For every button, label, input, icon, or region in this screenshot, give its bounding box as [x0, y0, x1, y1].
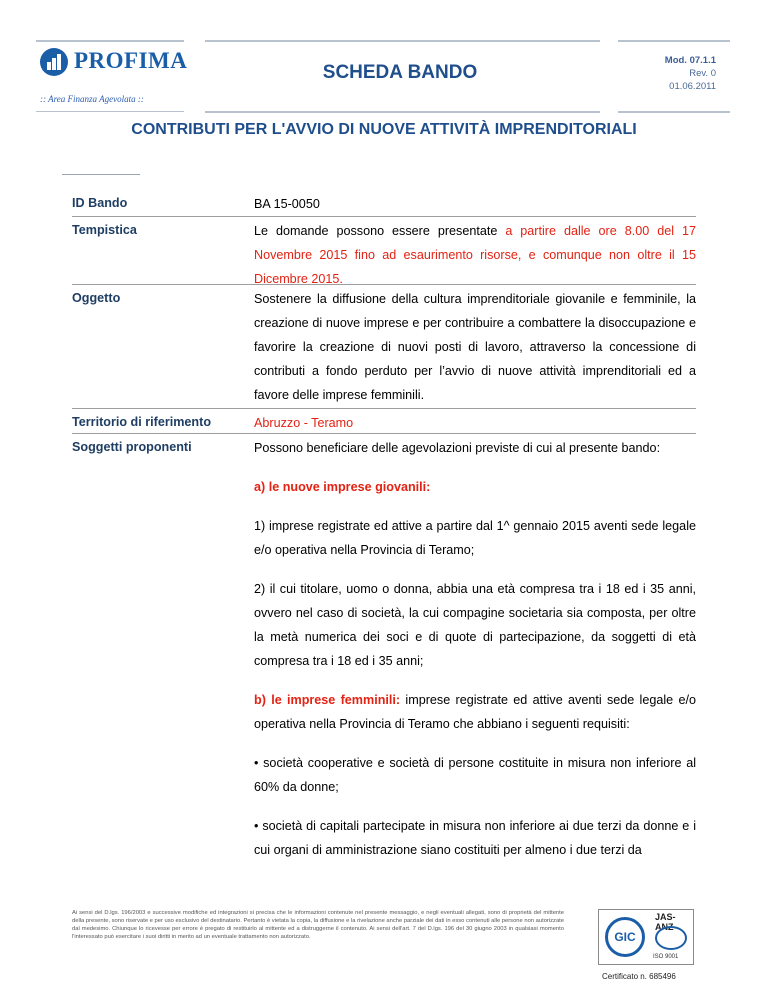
- tempistica-deadline: a partire dalle ore 8.00 del 17 Novembre 2015 fino ad esaurimento risorse, e comunque non oltre il 15 Dicembre 2015.: [254, 224, 696, 286]
- giovanili-item-1: 1) imprese registrate ed attive a partire dal 1^ gennaio 2015 aventi sede legale e/o operativa nella Provincia di Teramo;: [254, 519, 696, 557]
- row-id-bando: [72, 190, 696, 217]
- row-value: [254, 217, 696, 284]
- soggetti-intro: Possono beneficiare delle agevolazioni previste di cui al presente bando:: [254, 441, 661, 455]
- doc-title: SCHEDA BANDO: [322, 62, 478, 83]
- profima-logo: [40, 48, 190, 82]
- giovanili-title: a) le nuove imprese giovanili:: [254, 480, 431, 494]
- logo-subtitle: :: Area Finanza Agevolata ::: [40, 94, 144, 104]
- row-tempistica: [72, 217, 696, 285]
- jas-anz-label: JAS-ANZ: [655, 912, 676, 932]
- logo-chart-icon: [40, 48, 68, 76]
- iso-label: ISO 9001: [653, 954, 679, 960]
- header-rule-left: [36, 40, 184, 42]
- row-label: ID Bando: [72, 196, 128, 210]
- row-soggetti: [72, 434, 696, 881]
- mod-code: Mod. 07.1.1: [664, 55, 716, 66]
- privacy-disclaimer: Ai sensi del D.lgs. 196/2003 e successive modifiche ed integrazioni si precisa che le informazioni contenute nel presente messaggio, e negli eventuali allegati, sono di proprietà del mittente della presente, sono riservate e per uso esclusivo del destinatario. Pertanto è vietata la copia, la diffusione e la rivelazione anche parziale dei dati in esso contenuti alle persone non autorizzate dal medesimo. Chiunque lo ricevesse per errore è pregato di restituirlo al mittente ed a distruggerne il contenuto. Ai sensi dell'art. 7 del D.lgs. 196 del 30 giugno 2003 in qualsiasi momento l'interessato può esercitare i suoi diritti in merito ad un eventuale trattamento non autorizzato.: [72, 910, 564, 940]
- document-revision-block: [665, 54, 716, 93]
- jas-anz-mark-icon: [655, 926, 687, 950]
- femminili-bullet-2: • società di capitali partecipate in misura non inferiore ai due terzi da donne e i cui organi di amministrazione siano costituiti per almeno i due terzi da: [254, 819, 696, 857]
- row-oggetto: [72, 285, 696, 409]
- giovanili-item-2: 2) il cui titolare, uomo o donna, abbia una età compresa tra i 18 ed i 35 anni, ovvero nel caso di società, la cui compagine societaria sia composta, per oltre la metà numerica dei soci e di quote di partecipazione, da soggetti di età compresa tra i 18 ed i 35 anni;: [254, 582, 696, 668]
- revision: Rev. 0: [689, 68, 716, 79]
- certificate-number: Certificato n. 685496: [602, 972, 676, 981]
- header-rule-center: [205, 40, 600, 42]
- logo-text: PROFIMA: [74, 48, 188, 73]
- title-divider: [62, 174, 140, 175]
- row-value: [254, 434, 696, 881]
- main-title: CONTRIBUTI PER L'AVVIO DI NUOVE ATTIVITÀ IMPRENDITORIALI: [131, 121, 637, 138]
- row-value: BA 15-0050: [254, 197, 320, 211]
- cert-frame: [598, 909, 694, 965]
- revision-date: 01.06.2011: [669, 81, 716, 92]
- row-label: Territorio di riferimento: [72, 415, 212, 429]
- header-rule-right: [618, 40, 730, 42]
- femminili-paragraph: [254, 688, 696, 736]
- gic-seal-icon: GIC: [605, 917, 645, 957]
- header-rule-right-bottom: [618, 111, 730, 113]
- row-value: Abruzzo - Teramo: [254, 416, 354, 430]
- femminili-bullet-1: • società cooperative e società di persone costituite in misura non inferiore al 60% da donne;: [254, 756, 696, 794]
- row-territorio: [72, 409, 696, 434]
- row-label: Tempistica: [72, 223, 137, 237]
- bando-table: [72, 190, 696, 881]
- certification-badge: [598, 905, 698, 991]
- femminili-title: b) le imprese femminili:: [254, 693, 401, 707]
- femminili-text: imprese registrate ed attive aventi sede legale e/o operativa nella Provincia di Teramo che abbiano i seguenti requisiti:: [254, 693, 696, 731]
- header-rule-center-bottom: [205, 111, 600, 113]
- header-rule-left-bottom: [36, 111, 184, 112]
- tempistica-text: Le domande possono essere presentate: [254, 224, 506, 238]
- row-label: Oggetto: [72, 291, 121, 305]
- row-label: Soggetti proponenti: [72, 440, 192, 454]
- row-value: Sostenere la diffusione della cultura imprenditoriale giovanile e femminile, la creazione di nuove imprese e per contribuire a combattere la disoccupazione e favorire la creazione di nuovi posti di lavoro, attraverso la concessione di contributi a fondo perduto per l’avvio di nuove attività imprenditoriali ed a favore delle imprese femminili.: [254, 292, 696, 402]
